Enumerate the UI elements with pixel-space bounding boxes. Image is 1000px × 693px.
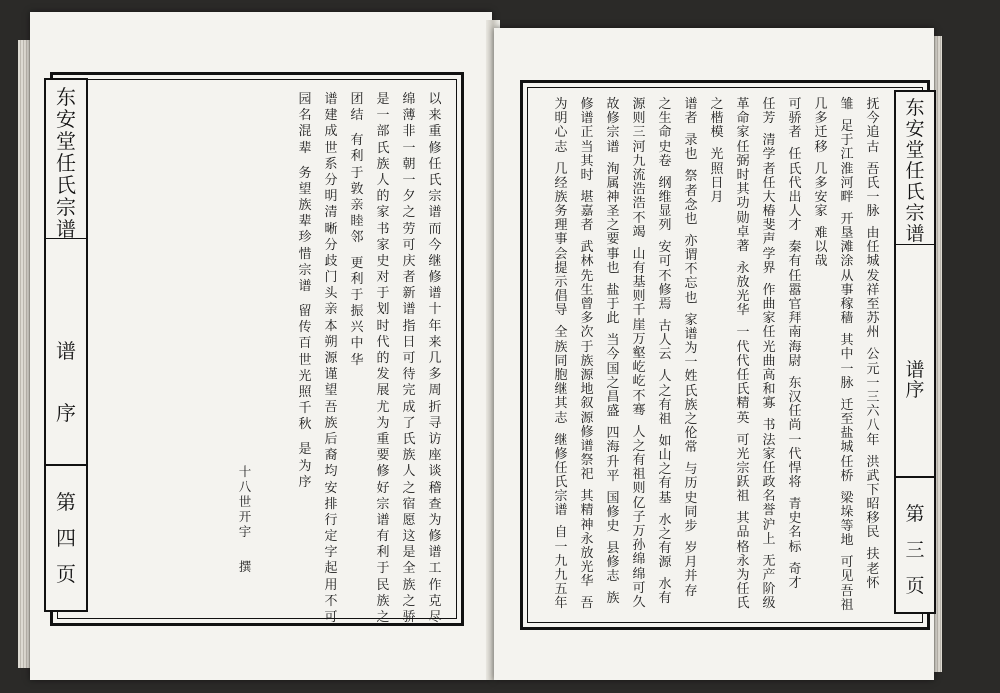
- text-column: 之 生 命 史 卷 纲 维 显 列 安 可 不 修 焉 古 人 云 人 之 有 祖 如 山 之 有 基 水 之 有 源 水 有: [658, 97, 672, 607]
- right-page-number: 第 三 页: [905, 503, 925, 597]
- left-page: [30, 12, 492, 680]
- text-column: 团 结 有 利 于 敦 亲 睦 邻 更 利 于 振 兴 中 华: [350, 92, 364, 368]
- left-page-number: 第 四 页: [56, 490, 76, 586]
- left-body-text: [102, 92, 448, 625]
- left-book-title: 东 安 堂 任 氏 宗 谱: [56, 85, 76, 241]
- text-column: 绵 薄 非 一 朝 一 夕 之 劳 可 庆 者 新 谱 指 日 可 待 完 成 了 氏 族 人 之 宿 愿 这 是 全 族 之 骄: [402, 92, 416, 625]
- text-column: 故 修 宗 谱 洵 属 神 圣 之 要 事 也 盐 于 此 当 今 国 之 昌 盛 四 海 升 平 国 修 史 县 修 志 族: [606, 97, 620, 607]
- text-column: 为 明 心 志 几 经 族 务 理 事 会 提 示 倡 导 全 族 同 胞 继 其 志 继 修 任 氏 宗 谱 自 一 九 九 五 年: [554, 97, 568, 612]
- text-column: 园 名 混 辈 务 望 族 辈 珍 惜 宗 谱 留 传 百 世 光 照 千 秋 是 为 序: [298, 92, 312, 490]
- text-column: 可 骄 者 任 氏 代 出 人 才 秦 有 任 嚣 官 拜 南 海 尉 东 汉 任 尚 一 代 悍 将 青 史 名 标 奇 才: [788, 97, 802, 591]
- right-side-banner: [894, 90, 936, 614]
- left-side-banner: [44, 78, 88, 612]
- text-column: 源 则 三 河 九 流 浩 浩 不 竭 山 有 基 则 千 崖 万 壑 屹 屹 不 骞 人 之 有 祖 则 亿 子 万 孙 绵 绵 可 久: [632, 97, 646, 610]
- text-column: 谱 者 录 也 祭 者 念 也 亦 谓 不 忘 也 家 谱 为 一 姓 氏 族 之 伦 常 与 历 史 同 步 岁 月 并 存: [684, 97, 698, 599]
- text-column: 雏 足 于 江 淮 河 畔 开 垦 滩 涂 从 事 稼 穑 其 中 一 脉 迁 至 盐 城 任 桥 梁 垛 等 地 可 见 吾 祖: [840, 97, 854, 613]
- text-column: 谱 建 成 世 系 分 明 清 晰 分 歧 门 头 亲 本 朔 源 谨 望 吾 族 后 裔 均 安 排 行 定 字 起 用 不 可: [324, 92, 338, 625]
- text-column: 修 谱 正 当 其 时 堪 嘉 者 武 林 先 生 曾 多 次 于 族 源 地 叙 源 修 谱 祭 祀 其 精 神 永 放 光 华 吾: [580, 97, 594, 612]
- text-column: 几 多 迁 移 几 多 安 家 难 以 哉: [814, 97, 828, 270]
- text-column: 抚 今 追 古 吾 氏 一 脉 由 任 城 发 祥 至 苏 州 公 元 一 三 六 八 年 洪 武 下 昭 移 民 扶 老 怀: [866, 97, 880, 591]
- text-column: 以 来 重 修 任 氏 宗 谱 而 今 继 修 谱 十 年 来 几 多 周 折 寻 访 座 谈 稽 查 为 修 谱 工 作 克 尽: [428, 92, 442, 625]
- right-book-title: 东 安 堂 任 氏 宗 谱: [905, 97, 925, 245]
- text-column: 之 楷 模 光 照 日 月: [710, 97, 724, 205]
- right-page: [494, 28, 934, 680]
- left-signature: 十 八 世 开 宇 撰: [238, 464, 252, 574]
- left-section-title: 谱 序: [56, 339, 76, 425]
- right-body-text: [534, 98, 886, 618]
- text-column: 是 一 部 氏 族 人 的 家 书 家 史 对 于 划 时 代 的 发 展 尤 为 重 要 修 好 宗 谱 有 利 于 民 族 之: [376, 92, 390, 625]
- right-section-title: 谱 序: [905, 359, 925, 401]
- text-column: 任 芳 清 学 者 任 大 椿 斐 声 学 界 作 曲 家 任 光 曲 高 和 寡 书 法 家 任 政 名 誉 沪 上 无 产 阶 级: [762, 97, 776, 612]
- text-column: 革 命 家 任 弼 时 其 功 勋 卓 著 永 放 光 华 一 代 代 任 氏 精 英 可 光 宗 跃 祖 其 品 格 永 为 任 氏: [736, 97, 750, 612]
